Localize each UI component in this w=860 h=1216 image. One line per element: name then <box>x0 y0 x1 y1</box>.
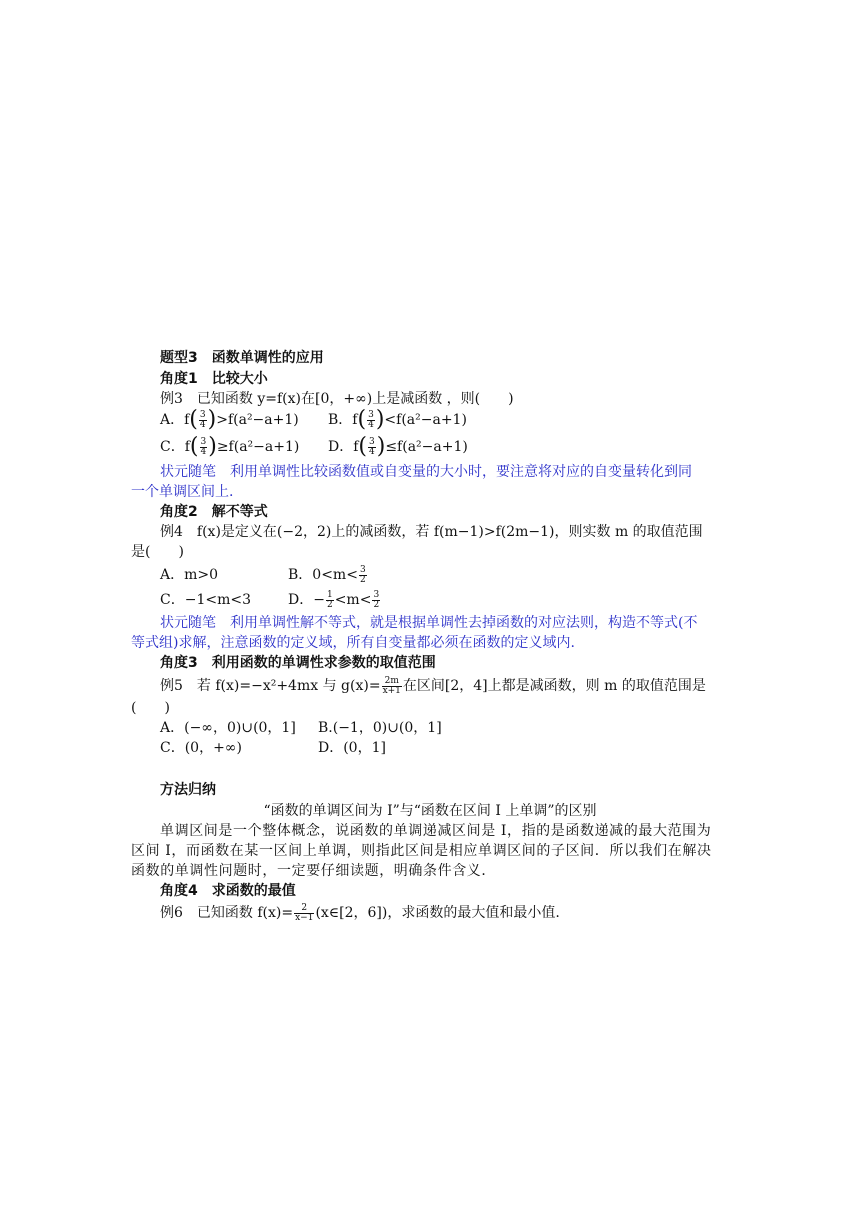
example-4-line-2: 是( ) <box>131 544 184 560</box>
example-3-option-d: D．f( $\frac{3}{4}$ )≤f(a²−a+1) <box>328 434 468 459</box>
example-5-line-1: 例5 若 f(x)=−x²+4mx 与 g(x)= $\frac{2m}{x+1}$ 在区间[2，4]上都是减函数，则 m 的取值范围是 <box>160 675 706 696</box>
example-4-option-d: D．− $\frac{1}{2}$ <m< $\frac{3}{2}$ <box>288 589 380 610</box>
example-3-option-c: C．f( $\frac{3}{4}$ )≥f(a²−a+1) <box>160 434 300 459</box>
example-3-option-a: A．f( $\frac{3}{4}$ )>f(a²−a+1) <box>160 407 299 432</box>
angle-4-heading: 角度4 求函数的最值 <box>160 883 296 899</box>
section-title: 题型3 函数单调性的应用 <box>160 350 324 366</box>
method-line-2: 区间 I，而函数在某一区间上单调，则指此区间是相应单调区间的子区间．所以我们在解决 <box>131 843 712 859</box>
method-line-1: 单调区间是一个整体概念，说函数的单调递减区间是 I，指的是函数递减的最大范围为 <box>160 823 712 839</box>
example-6: 例6 已知函数 f(x)= $\frac{2}{x-1}$ (x∈[2，6])，求函数的最大值和最小值. <box>160 902 560 923</box>
example-4-option-b: B．0<m< $\frac{3}{2}$ <box>288 564 366 585</box>
fraction: $\frac{1}{2}$ <box>326 589 333 610</box>
method-line-3: 函数的单调性问题时，一定要仔细读题，明确条件含义． <box>131 863 496 879</box>
example-5-option-c: C．(0，+∞) <box>160 740 242 756</box>
tip-1-line-2: 一个单调区间上. <box>131 484 234 500</box>
fraction: $\frac{3}{4}$ <box>369 436 375 457</box>
fraction: $\frac{3}{2}$ <box>359 564 366 585</box>
tip-2-line-1: 状元随笔 利用单调性解不等式，就是根据单调性去掉函数的对应法则，构造不等式(不 <box>160 615 698 631</box>
angle-3-heading: 角度3 利用函数的单调性求参数的取值范围 <box>160 655 436 671</box>
method-subtitle: “函数的单调区间为 I”与“函数在区间 I 上单调”的区别 <box>263 803 597 819</box>
fraction: $\frac{2}{x-1}$ <box>295 902 314 923</box>
fraction: $\frac{3}{4}$ <box>199 409 206 430</box>
example-4-line-1: 例4 f(x)是定义在(−2，2)上的减函数，若 f(m−1)>f(2m−1)，则实数 m 的取值范围 <box>160 524 703 540</box>
tip-2-line-2: 等式组)求解，注意函数的定义域，所有自变量都必须在函数的定义域内. <box>131 635 575 651</box>
fraction: $\frac{2m}{x+1}$ <box>382 675 401 696</box>
example-5-option-b: B.(−1，0)∪(0，1] <box>318 720 442 736</box>
angle-2-heading: 角度2 解不等式 <box>160 504 268 520</box>
angle-1-heading: 角度1 比较大小 <box>160 371 268 387</box>
example-5-line-2: ( ) <box>131 700 170 716</box>
example-4-option-a: A．m>0 <box>160 567 219 583</box>
example-3-option-b: B．f( $\frac{3}{4}$ )<f(a²−a+1) <box>328 407 467 432</box>
example-4-option-c: C．−1<m<3 <box>160 592 251 608</box>
tip-1-line-1: 状元随笔 利用单调性比较函数值或自变量的大小时，要注意将对应的自变量转化到同 <box>160 464 692 480</box>
method-heading: 方法归纳 <box>160 782 216 798</box>
fraction: $\frac{3}{2}$ <box>373 589 380 610</box>
fraction: $\frac{3}{4}$ <box>368 409 374 430</box>
example-5-option-d: D．(0，1] <box>318 740 386 756</box>
example-3-stem: 例3 已知函数 y=f(x)在[0，+∞)上是减函数 ，则( ) <box>160 391 514 407</box>
fraction: $\frac{3}{4}$ <box>200 436 207 457</box>
example-5-option-a: A．(−∞，0)∪(0，1] <box>160 720 296 736</box>
